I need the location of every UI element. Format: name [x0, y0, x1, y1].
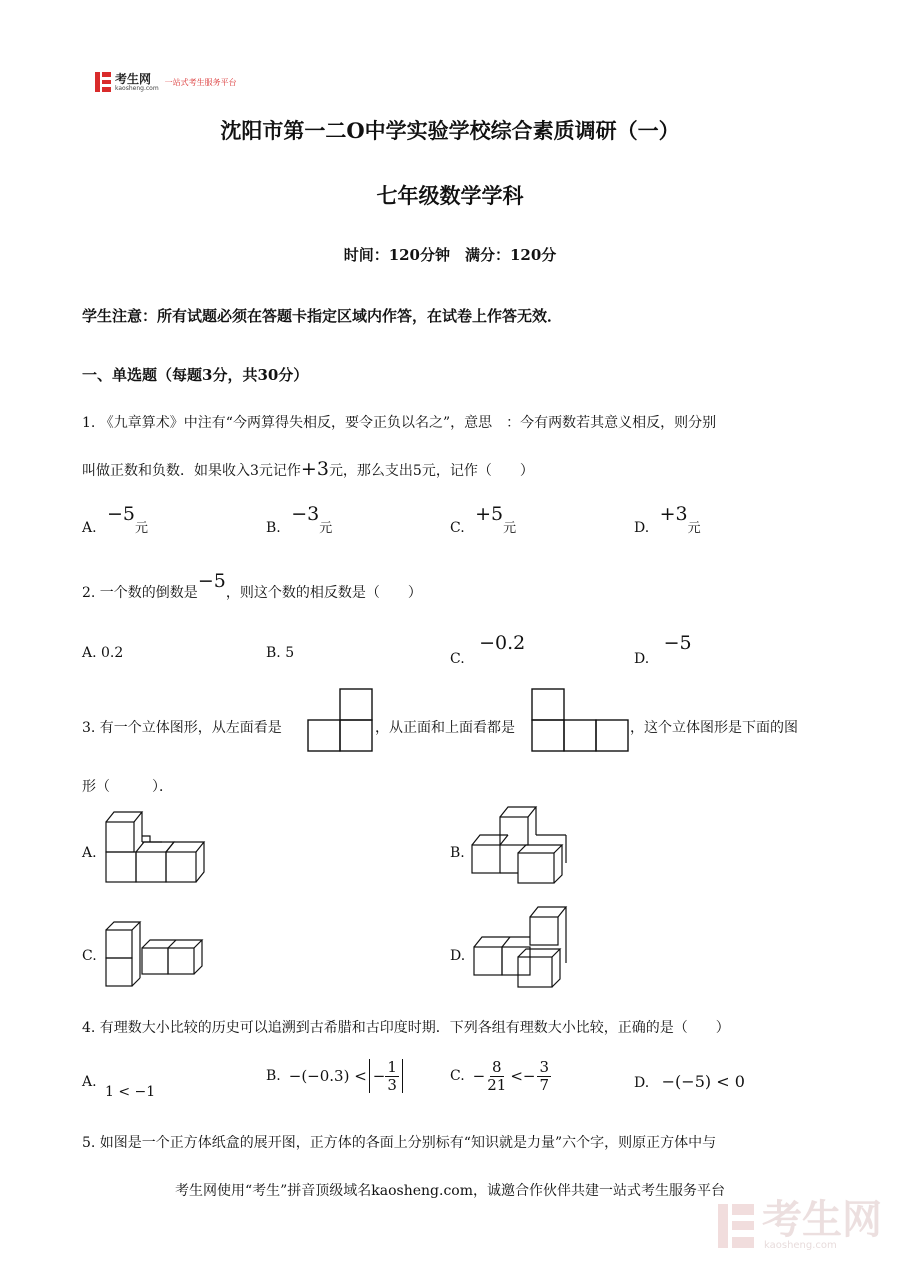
q4-option-d[interactable]: D. −(−5) < 0: [634, 1072, 745, 1091]
q1-line1: 1. 《九章算术》中注有“今两算得失相反，要令正负以名之”，意思 ：今有两数若其意义相反，则分别: [82, 415, 717, 431]
q3-text-a: 3. 有一个立体图形，从左面看是: [82, 720, 282, 736]
exam-time-info: 时间：120分钟 满分：120分: [343, 246, 557, 264]
q3-option-c-label[interactable]: C.: [82, 948, 97, 964]
watermark-domain: kaosheng.com: [764, 1240, 837, 1251]
exam-title: 沈阳市第一二O中学实验学校综合素质调研（一）: [220, 118, 680, 143]
q2-option-c[interactable]: C. −0.2: [450, 632, 526, 667]
q1-option-d[interactable]: D. +3元: [634, 503, 701, 536]
q3-option-a-label[interactable]: A.: [82, 845, 97, 861]
student-notice: 学生注意：所有试题必须在答题卡指定区域内作答，在试卷上作答无效．: [82, 307, 563, 325]
q2-option-a[interactable]: A. 0.2: [82, 645, 124, 661]
q3-option-c-figure[interactable]: [104, 920, 208, 988]
q4-option-c[interactable]: C. − $\frac{8}{21}$ <− $\frac{3}{7}$: [450, 1058, 550, 1094]
left-view-figure: [307, 688, 373, 752]
q3-option-b-label[interactable]: B.: [450, 845, 465, 861]
header-logo: [95, 70, 237, 94]
page-footer: 考生网使用“考生”拼音顶级域名kaosheng.com，诚邀合作伙伴共建一站式考生服务平台: [174, 1183, 726, 1199]
q1-option-b[interactable]: B. −3元: [266, 503, 333, 536]
q3-text-b: ，从正面和上面看都是: [375, 720, 515, 736]
q1-option-a[interactable]: A. −5元: [82, 503, 149, 536]
q1-line2: 叫做正数和负数．如果收入3元记作+3元，那么支出5元，记作（ ）: [82, 458, 534, 480]
watermark: [718, 1197, 882, 1251]
q4-option-a[interactable]: A. 1 < −1: [82, 1074, 156, 1100]
watermark-logo-icon: [718, 1204, 754, 1248]
logo-name: 考生网: [115, 71, 152, 86]
q3-option-a-figure[interactable]: [104, 810, 208, 884]
section-heading: 一、单选题（每题3分，共30分）: [82, 366, 309, 384]
q3-line2: 形（ ）．: [82, 779, 173, 795]
logo-slogan: 一站式考生服务平台: [164, 77, 237, 87]
q2-text: 2. 一个数的倒数是−5，则这个数的相反数是（ ）: [82, 570, 422, 601]
q3-text-c: ，这个立体图形是下面的图: [630, 720, 798, 736]
q3-option-b-figure[interactable]: [470, 805, 574, 885]
q2-option-d[interactable]: D. −5: [634, 632, 692, 667]
logo-icon: [95, 72, 111, 92]
exam-subject: 七年级数学学科: [376, 183, 524, 208]
q4-text: 4. 有理数大小比较的历史可以追溯到古希腊和古印度时期．下列各组有理数大小比较，正确的是（ ）: [82, 1020, 730, 1036]
q3-option-d-label[interactable]: D.: [450, 948, 466, 964]
watermark-name: 考生网: [762, 1197, 882, 1243]
q5-text: 5. 如图是一个正方体纸盒的展开图，正方体的各面上分别标有“知识就是力量”六个字，则原正方体中与: [82, 1135, 717, 1151]
q4-option-b[interactable]: B. −(−0.3) < − $\frac{1}{3}$: [266, 1052, 403, 1100]
q1-option-c[interactable]: C. +5元: [450, 503, 517, 536]
front-top-view-figure: [531, 688, 629, 752]
q3-option-d-figure[interactable]: [472, 905, 572, 989]
logo-domain: kaosheng.com: [115, 84, 159, 92]
q2-option-b[interactable]: B. 5: [266, 645, 295, 661]
